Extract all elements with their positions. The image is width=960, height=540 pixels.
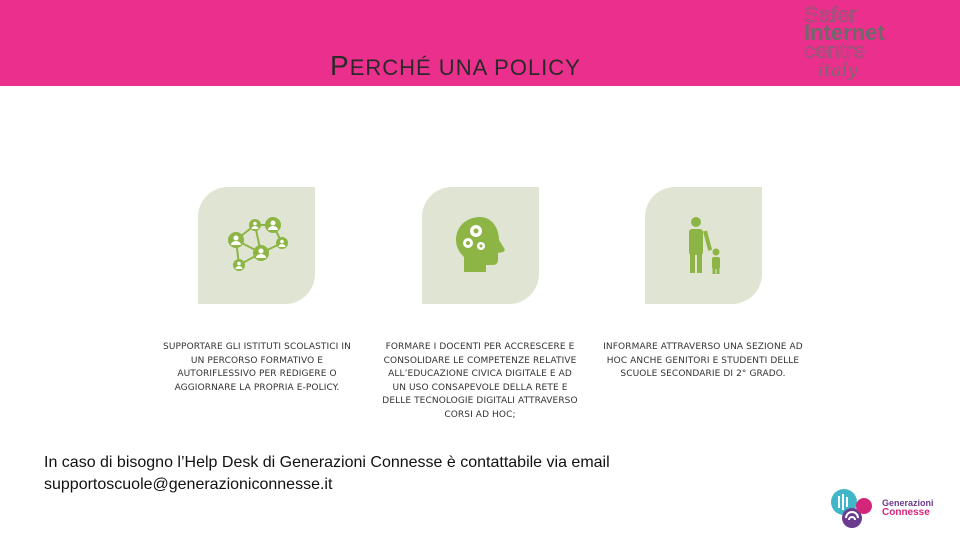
help-desk-text: In caso di bisogno l’Help Desk di Generazioni Connesse è contattabile via email bbox=[44, 454, 610, 471]
card-text-3: INFORMARE ATTRAVERSO UNA SEZIONE AD HOC ANCHE GENITORI E STUDENTI DELLE SCUOLE SECONDARIE DI 2° GRADO. bbox=[603, 342, 803, 379]
parent-child-icon bbox=[645, 187, 762, 304]
card-icon-box-1 bbox=[198, 187, 315, 304]
card-icon-box-2 bbox=[422, 187, 539, 304]
card-text-1: SUPPORTARE GLI ISTITUTI SCOLASTICI IN UN PERCORSO FORMATIVO E AUTORIFLESSIVO PER REDIGERE O AGGIORNARE LA PROPRIA E-POLICY. bbox=[163, 342, 351, 393]
page-title: PERCHÉ UNA POLICY bbox=[330, 50, 581, 81]
card-text-2: FORMARE I DOCENTI PER ACCRESCERE E CONSOLIDARE LE COMPETENZE RELATIVE ALL’EDUCAZIONE CIVICA DIGITALE E AD UN USO CONSAPEVOLE DELLA RETE E DELLE TECNOLOGIE DIGITALI ATTRAVERSO CORSI AD HOC; bbox=[382, 342, 578, 420]
people-network-icon bbox=[198, 187, 315, 304]
head-gears-icon bbox=[422, 187, 539, 304]
generazioni-connesse-logo: Generazioni Connesse bbox=[830, 488, 940, 530]
safer-internet-centre-logo: Safer Internet centre italy bbox=[804, 2, 885, 81]
help-desk-email[interactable]: supportoscuole@generazioniconnesse.it bbox=[44, 476, 333, 493]
help-desk-note bbox=[44, 452, 744, 496]
card-icon-box-3 bbox=[645, 187, 762, 304]
generazioni-connesse-emblem-icon bbox=[830, 488, 878, 530]
